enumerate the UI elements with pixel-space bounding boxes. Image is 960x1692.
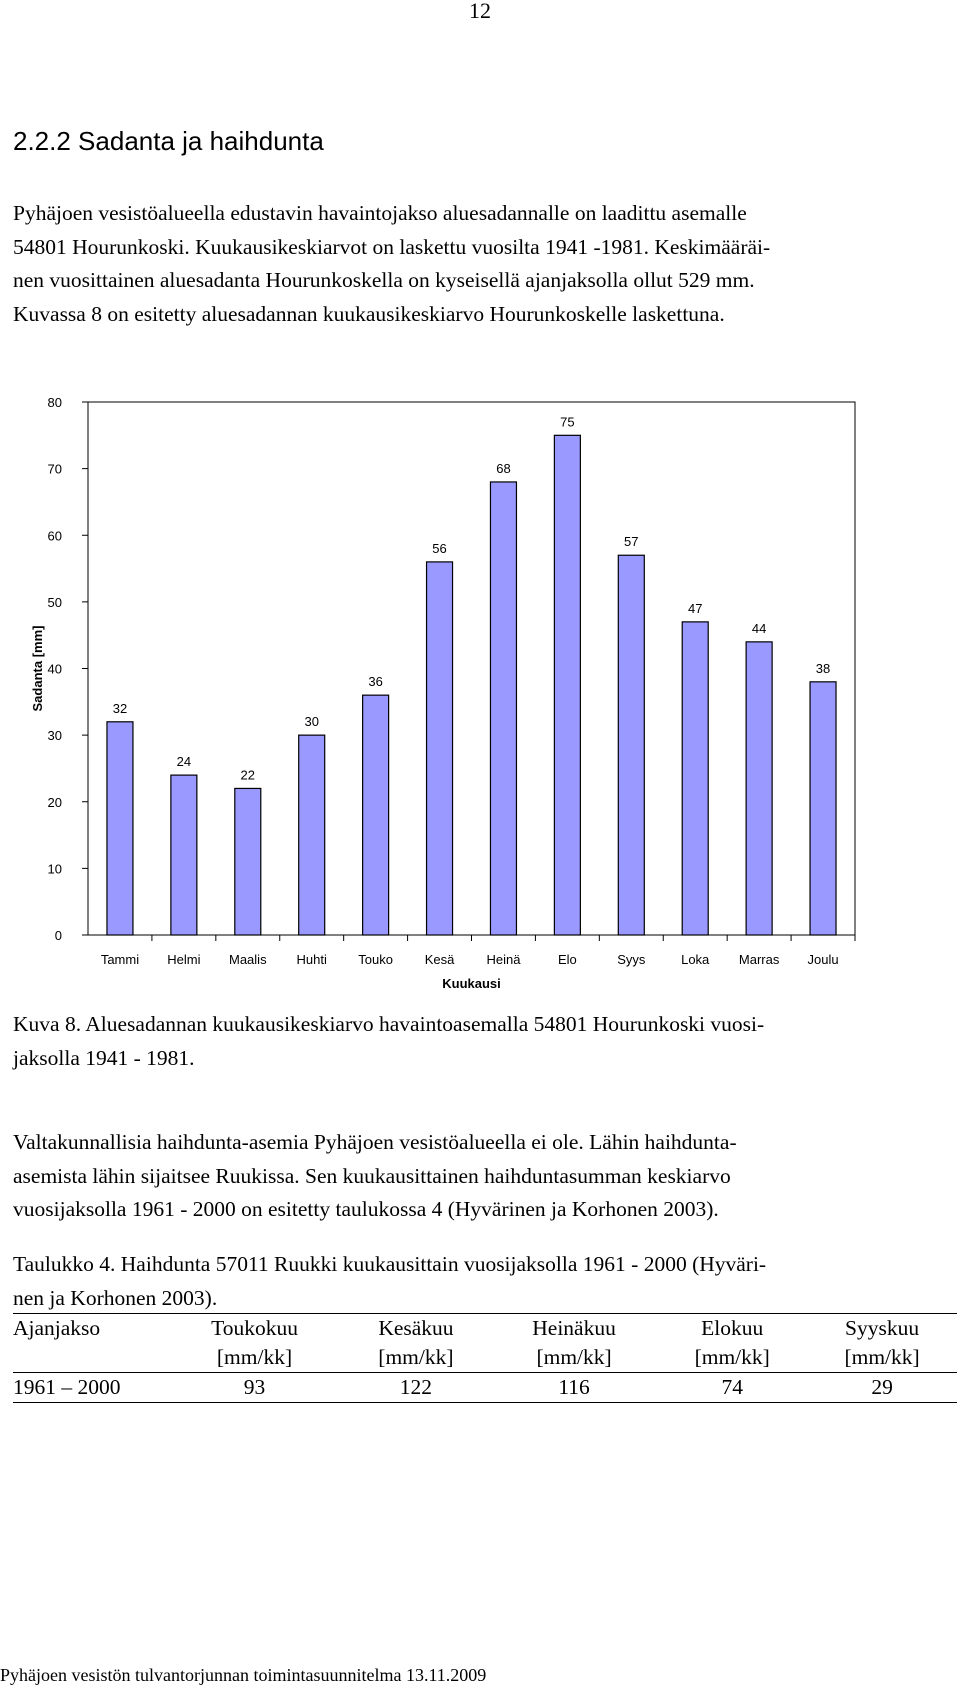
header-cell: Kesäkuu [mm/kk] bbox=[378, 1316, 454, 1369]
x-tick-label: Marras bbox=[738, 952, 780, 967]
header-cell: Elokuu [mm/kk] bbox=[694, 1316, 770, 1369]
intro-paragraph bbox=[13, 197, 951, 331]
bar bbox=[810, 682, 836, 935]
x-tick-label: Joulu bbox=[807, 952, 839, 967]
table-row bbox=[13, 1373, 957, 1403]
bar bbox=[299, 735, 325, 935]
evaporation-paragraph bbox=[13, 1126, 951, 1227]
header-cell: Heinäkuu [mm/kk] bbox=[532, 1316, 616, 1369]
paragraph-line: vuosijaksolla 1961 - 2000 on esitetty taulukossa 4 (Hyvärinen ja Korhonen 2003). bbox=[13, 1197, 719, 1221]
x-tick-label: Helmi bbox=[167, 952, 201, 967]
y-tick-label: 70 bbox=[47, 461, 62, 477]
header-cell: Toukokuu [mm/kk] bbox=[211, 1316, 298, 1369]
table-cell: 1961 – 2000 bbox=[13, 1375, 121, 1399]
table-cell: 122 bbox=[399, 1375, 433, 1399]
data-label: 57 bbox=[624, 534, 639, 550]
bar bbox=[682, 622, 708, 935]
data-label: 75 bbox=[560, 414, 575, 430]
y-tick-label: 40 bbox=[47, 661, 62, 677]
data-label: 47 bbox=[687, 600, 703, 616]
x-tick-label: Elo bbox=[557, 952, 577, 967]
caption-line: nen ja Korhonen 2003). bbox=[13, 1285, 218, 1310]
x-tick-label: Syys bbox=[617, 952, 646, 967]
header-cell: Ajanjakso bbox=[13, 1316, 101, 1340]
section-heading: 2.2.2 Sadanta ja haihdunta bbox=[13, 126, 324, 156]
x-tick-label: Huhti bbox=[296, 952, 327, 967]
bar bbox=[490, 482, 516, 935]
paragraph-line: Valtakunnallisia haihdunta-asemia Pyhäjoen vesistöalueella ei ole. Lähin haihdunta- bbox=[13, 1130, 737, 1154]
bar bbox=[107, 722, 133, 935]
paragraph-line: Pyhäjoen vesistöalueella edustavin havaintojakso aluesadannalle on laadittu asemalle bbox=[13, 201, 747, 225]
x-tick-label: Tammi bbox=[100, 952, 140, 967]
y-tick-label: 50 bbox=[47, 594, 62, 610]
y-tick-label: 20 bbox=[47, 794, 62, 810]
plot-frame bbox=[88, 402, 855, 935]
caption-line: jaksolla 1941 - 1981. bbox=[13, 1045, 195, 1070]
table-cell: 116 bbox=[558, 1375, 590, 1399]
data-label: 22 bbox=[240, 767, 256, 783]
paragraph-line: 54801 Hourunkoski. Kuukausikeskiarvot on laskettu vuosilta 1941 -1981. Keskimääräi- bbox=[13, 234, 771, 259]
bar bbox=[363, 695, 389, 935]
x-tick-label: Maalis bbox=[229, 952, 267, 967]
page-number: 12 bbox=[469, 0, 491, 23]
y-axis-title: Sadanta [mm] bbox=[30, 625, 45, 712]
bar bbox=[171, 775, 197, 935]
table-header-row bbox=[13, 1314, 957, 1373]
header-cell: Syyskuu [mm/kk] bbox=[844, 1316, 920, 1369]
page-footer: Pyhäjoen vesistön tulvantorjunnan toimintasuunnitelma 13.11.2009 bbox=[0, 1665, 487, 1685]
table-cell: 29 bbox=[871, 1375, 893, 1399]
y-tick-label: 80 bbox=[47, 395, 62, 410]
evaporation-table bbox=[13, 1313, 957, 1403]
x-tick-label: Loka bbox=[681, 952, 710, 967]
table-caption bbox=[13, 1248, 951, 1315]
figure-caption bbox=[13, 1008, 951, 1075]
y-tick-label: 10 bbox=[47, 861, 62, 877]
data-label: 56 bbox=[432, 540, 447, 556]
x-tick-label: Touko bbox=[358, 952, 393, 967]
bar bbox=[618, 555, 644, 935]
caption-line: Kuva 8. Aluesadannan kuukausikeskiarvo havaintoasemalla 54801 Hourunkoski vuosi- bbox=[13, 1012, 765, 1036]
paragraph-line: Kuvassa 8 on esitetty aluesadannan kuukausikeskiarvo Hourunkoskelle laskettuna. bbox=[13, 301, 725, 326]
bar bbox=[554, 435, 580, 935]
y-tick-label: 0 bbox=[54, 928, 62, 943]
table-cell: 74 bbox=[721, 1375, 743, 1399]
paragraph-line: nen vuosittainen aluesadanta Hourunkoskella on kyseisellä ajanjaksolla ollut 529 mm. bbox=[13, 268, 755, 292]
data-label: 68 bbox=[496, 460, 511, 476]
bar bbox=[235, 788, 261, 935]
x-tick-label: Kesä bbox=[424, 952, 455, 967]
caption-line: Taulukko 4. Haihdunta 57011 Ruukki kuukausittain vuosijaksolla 1961 - 2000 (Hyväri- bbox=[13, 1252, 767, 1276]
x-tick-label: Heinä bbox=[486, 952, 521, 967]
y-tick-label: 60 bbox=[47, 528, 62, 544]
bar bbox=[427, 562, 453, 935]
paragraph-line: asemista lähin sijaitsee Ruukissa. Sen kuukausittainen haihduntasumman keskiarvo bbox=[13, 1163, 731, 1188]
x-axis-title: Kuukausi bbox=[442, 976, 501, 991]
data-label: 24 bbox=[176, 754, 192, 770]
precipitation-bar-chart bbox=[0, 390, 960, 1000]
data-label: 32 bbox=[112, 700, 128, 716]
table-cell: 93 bbox=[243, 1375, 266, 1399]
y-tick-label: 30 bbox=[47, 728, 62, 744]
data-label: 30 bbox=[304, 714, 319, 730]
data-label: 44 bbox=[751, 620, 767, 636]
data-label: 38 bbox=[815, 660, 831, 676]
data-label: 36 bbox=[368, 674, 383, 690]
bar bbox=[746, 642, 772, 935]
